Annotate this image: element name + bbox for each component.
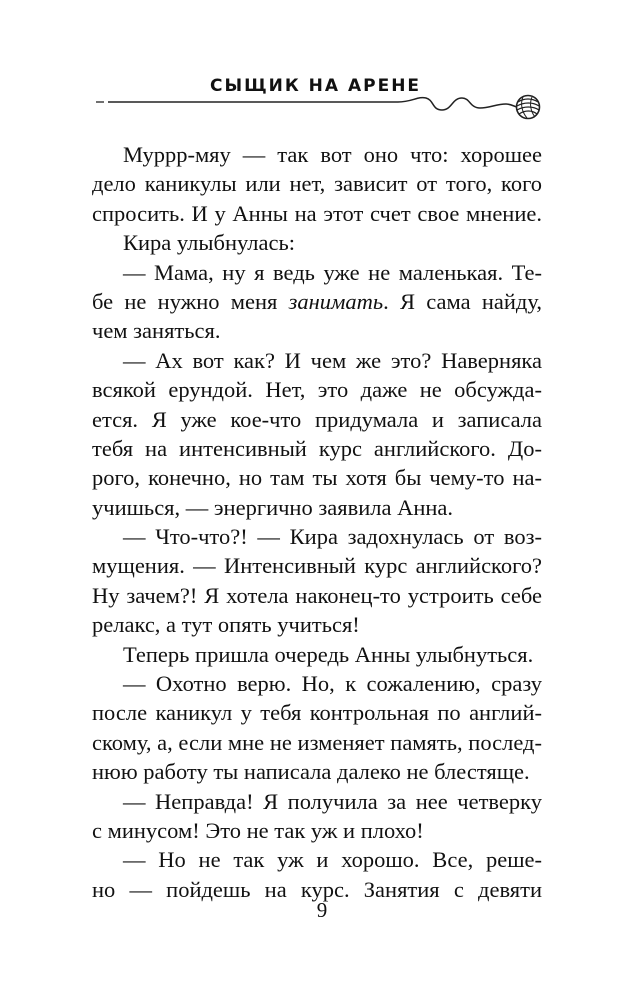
paragraph (92, 640, 542, 669)
text-line: тебя на интенсивный курс английского. До- (92, 435, 542, 461)
body-text (92, 140, 542, 904)
running-title: СЫЩИК НА АРЕНЕ (210, 76, 422, 96)
text-line: — Охотно верю. Но, к сожалению, сразу (123, 671, 542, 697)
text-segment: бе не нужно меня (92, 288, 289, 314)
header-rule-main (108, 98, 522, 110)
text-line: ется. Я уже кое-что придумала и записала (92, 406, 542, 432)
page-number: 9 (316, 898, 328, 922)
paragraph (92, 346, 542, 522)
text-line: скому, а, если мне не изменяет память, послед- (92, 729, 542, 755)
text-line: дело каникулы или нет, зависит от того, кого (92, 171, 542, 197)
emphasis-word: занимать (288, 288, 384, 314)
paragraph (92, 258, 542, 346)
paragraph (92, 669, 542, 787)
text-line-with-emphasis (92, 287, 542, 316)
text-line: релакс, а тут опять учиться! (92, 612, 360, 638)
text-segment: . Я сама найду, (383, 288, 542, 314)
text-line: с минусом! Это не так уж и плохо! (92, 817, 424, 843)
text-line: рого, конечно, но там ты хотя бы чему-то на- (92, 465, 542, 491)
text-line: учишься, — энергично заявила Анна. (92, 494, 454, 520)
text-line: мущения. — Интенсивный курс английского? (92, 553, 542, 579)
text-line: всякой ерундой. Нет, это даже не обсужда- (92, 377, 542, 403)
paragraph (92, 228, 542, 257)
paragraph (92, 140, 542, 228)
paragraph (92, 522, 542, 640)
paragraph (92, 845, 542, 904)
text-line: — Неправда! Я получила за нее четверку (123, 788, 542, 814)
text-line: — Но не так уж и хорошо. Все, реше- (123, 847, 542, 873)
text-line: — Что-что?! — Кира задохнулась от воз- (123, 524, 542, 550)
text-line: чем заняться. (92, 318, 221, 344)
paragraph (92, 787, 542, 846)
text-line: после каникул у тебя контрольная по англий- (92, 700, 542, 726)
text-line: Теперь пришла очередь Анны улыбнуться. (123, 641, 534, 667)
text-line: Кира улыбнулась: (123, 230, 295, 256)
text-line: но — пойдешь на курс. Занятия с девяти (92, 876, 542, 902)
text-line: спросить. И у Анны на этот счет свое мнение. (92, 200, 542, 226)
text-line: Муррр-мяу — так вот оно что: хорошее (123, 142, 542, 167)
yarn-ball-icon (517, 96, 540, 119)
text-line: — Мама, ну я ведь уже не маленькая. Те- (123, 259, 542, 285)
text-line: — Ах вот как? И чем же это? Наверняка (123, 347, 542, 373)
text-line: Ну зачем?! Я хотела наконец-то устроить себе (92, 582, 542, 608)
running-header (0, 60, 644, 130)
text-line: нюю работу ты написала далеко не блестяще. (92, 759, 530, 785)
